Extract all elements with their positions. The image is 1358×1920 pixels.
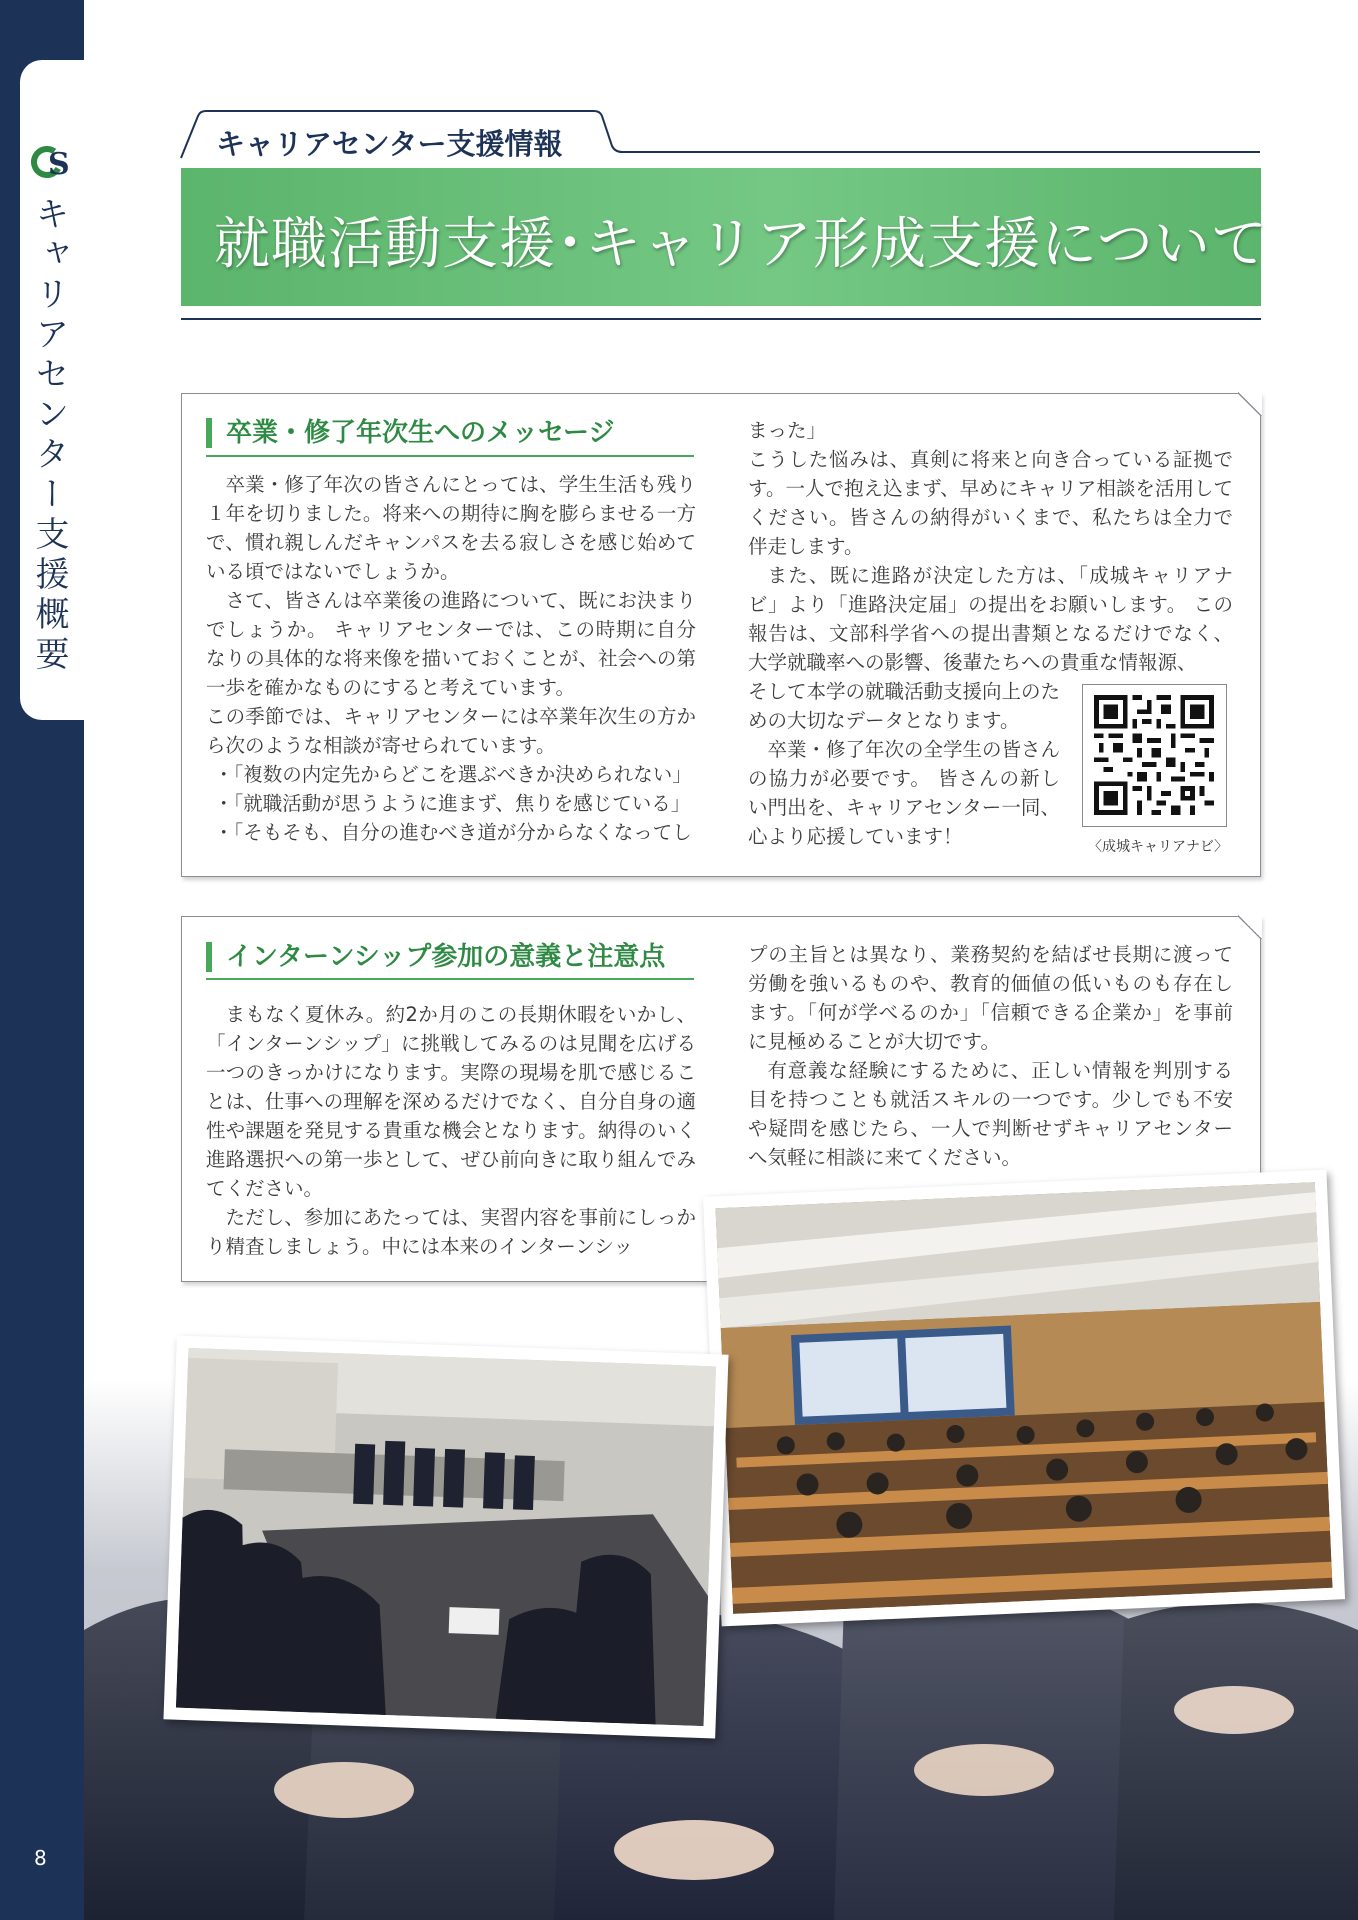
header-tab-label: キャリアセンター支援情報 <box>216 127 563 161</box>
presentation-room-photo <box>163 1335 728 1738</box>
paragraph: プの主旨とは異なり、業務契約を結ばせ長期に渡って労働を強いるものや、教育的価値の低いものも存在します。「何が学べるのか」「信頼できる企業か」を事前に見極めることが大切です。 <box>748 943 1233 1053</box>
section2-rule <box>206 978 694 980</box>
lecture-hall-photo <box>703 1170 1345 1627</box>
section2-left-column <box>206 1000 696 1261</box>
paragraph: こうした悩みは、真剣に将来と向き合っている証拠です。一人で抱え込まず、早めにキャリア相談を活用してください。皆さんの納得がいくまで、私たちは全力で伴走します。 <box>748 448 1233 558</box>
svg-text:S: S <box>48 147 70 182</box>
paragraph: まもなく夏休み。約2か月のこの長期休暇をいかし、「インターンシップ」に挑戦してみるのは見聞を広げる一つのきっかけになります。実際の現場を肌で感じることは、仕事への理解を深めるだけでなく、自分自身の適性や課題を発見する貴重な機会となります。納得のいく進路選択への第一歩として、ぜひ前向きに取り組んでみてください。 <box>206 1003 696 1200</box>
page-title: 就職活動支援･キャリア形成支援について <box>214 212 1268 277</box>
bullet-item: ・「就職活動が思うように進まず、焦りを感じている」 <box>214 792 691 815</box>
paragraph: 卒業・修了年次の皆さんにとっては、学生生活も残り１年を切りました。将来への期待に胸を膨らませる一方で、慣れ親しんだキャンパスを去る寂しさを感じ始めている頃ではないでしょうか。 <box>206 473 696 583</box>
section1-left-column <box>206 470 696 847</box>
vertical-section-title: キャリアセンター支援概要 <box>29 196 69 676</box>
paragraph: また、既に進路が決定した方は、「成城キャリアナビ」より「進路決定届」の提出をお願いします。 この報告は、文部科学省への提出書類となるだけでなく、大学就職率への影響、後輩たちへの貴重な情報源、 <box>748 564 1233 674</box>
section2-title: インターンシップ参加の意義と注意点 <box>206 942 665 972</box>
qr-caption: 〈成城キャリアナビ〉 <box>1088 839 1228 855</box>
paragraph: そして本学の就職活動支援向上のための大切なデータとなります。 <box>748 680 1061 732</box>
section1-rule <box>206 455 694 457</box>
paragraph: ただし、参加にあたっては、実習内容を事前にしっかり精査しましょう。中には本来のインターンシッ <box>206 1206 696 1258</box>
paragraph: さて、皆さんは卒業後の進路について、既にお決まりでしょうか。 キャリアセンターでは、この時期に自分なりの具体的な将来像を描いておくことが、社会への第一歩を確かなものにすると考えています。 <box>206 589 696 699</box>
paragraph: 卒業・修了年次の全学生の皆さんの協力が必要です。 皆さんの新しい門出を、キャリアセンター一同、心より応援しています！ <box>748 738 1061 848</box>
page-number: 8 <box>34 1846 47 1870</box>
logo-icon <box>30 140 74 184</box>
paragraph: 有意義な経験にするために、正しい情報を判別する目を持つことも就活スキルの一つです。少しでも不安や疑問を感じたら、一人で判断せずキャリアセンターへ気軽に相談に来てください。 <box>748 1059 1233 1169</box>
section1-title: 卒業・修了年次生へのメッセージ <box>206 418 614 448</box>
paragraph: この季節では、キャリアセンターには卒業年次生の方から次のような相談が寄せられています。 <box>206 705 696 757</box>
section2-right-column <box>748 940 1233 1172</box>
bullet-item: ・「そもそも、自分の進むべき道が分からなくなってし <box>214 821 692 844</box>
header-divider <box>181 318 1261 320</box>
qr-code-icon[interactable] <box>1082 684 1227 827</box>
bullet-item: ・「複数の内定先からどこを選ぶべきか決められない」 <box>214 763 692 786</box>
paragraph: まった」 <box>748 419 827 442</box>
section1-right-column <box>748 416 1233 677</box>
section1-right-narrow-column <box>748 677 1060 851</box>
